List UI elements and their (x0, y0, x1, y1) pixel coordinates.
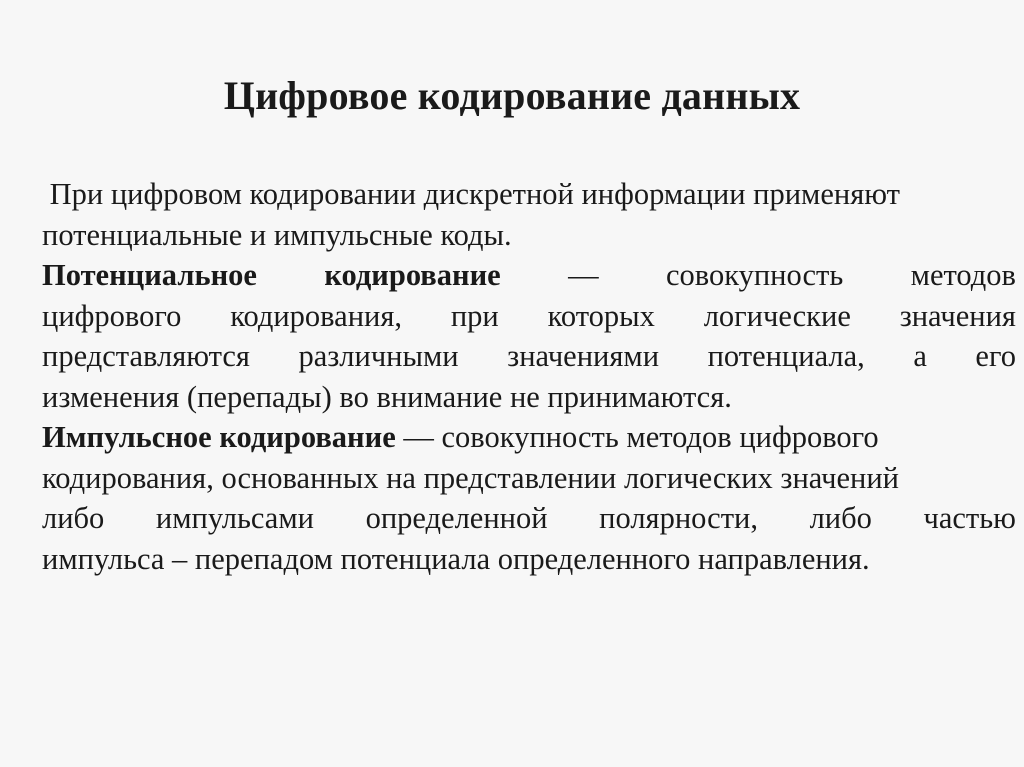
potential-word: потенциала, (707, 339, 865, 373)
potential-line-3 (42, 336, 1016, 377)
slide-body (42, 174, 1016, 579)
pulse-line-4: импульса – перепадом потенциала определенного направления. (42, 541, 870, 576)
pulse-word: частью (923, 501, 1016, 535)
potential-line-1 (42, 255, 1016, 296)
potential-word: — (568, 258, 599, 292)
potential-word: логические (703, 298, 851, 333)
slide-title: Цифровое кодирование данных (223, 73, 801, 118)
pulse-word: либо (809, 501, 872, 535)
intro-line-1-text: При цифровом кодировании дискретной информации применяют (49, 177, 900, 211)
intro-line-2: потенциальные и импульсные коды. (42, 217, 512, 252)
potential-term-word-2: кодирование (324, 258, 501, 292)
pulse-word: импульсами (155, 501, 314, 535)
potential-word: цифрового (42, 298, 182, 333)
pulse-line-1-rest: — совокупность методов цифрового (395, 420, 879, 454)
potential-word: методов (910, 258, 1016, 292)
potential-word: значения (899, 298, 1016, 333)
pulse-term: Импульсное кодирование (42, 420, 396, 454)
potential-line-2 (42, 296, 1016, 337)
pulse-line-1 (42, 417, 1016, 458)
pulse-word: либо (42, 501, 105, 535)
potential-word: при (450, 298, 499, 333)
potential-word: которых (547, 298, 655, 333)
potential-word: его (975, 339, 1016, 373)
potential-line-4: изменения (перепады) во внимание не принимаются. (42, 379, 732, 414)
pulse-word: полярности, (599, 501, 758, 535)
potential-word: представляются (42, 339, 250, 373)
pulse-line-2: кодирования, основанных на представлении логических значений (42, 460, 899, 495)
potential-paragraph (42, 255, 1016, 417)
pulse-paragraph (42, 417, 1016, 579)
pulse-word: определенной (365, 501, 548, 535)
intro-paragraph (42, 174, 1016, 255)
pulse-line-3 (42, 498, 1016, 539)
potential-word: значениями (507, 339, 660, 373)
potential-word: различными (298, 339, 459, 373)
potential-word: совокупность (665, 258, 844, 292)
potential-term-word-1: Потенциальное (42, 258, 257, 292)
potential-word: кодирования, (230, 298, 403, 333)
potential-word: а (913, 339, 927, 373)
intro-line-1 (42, 174, 1016, 215)
